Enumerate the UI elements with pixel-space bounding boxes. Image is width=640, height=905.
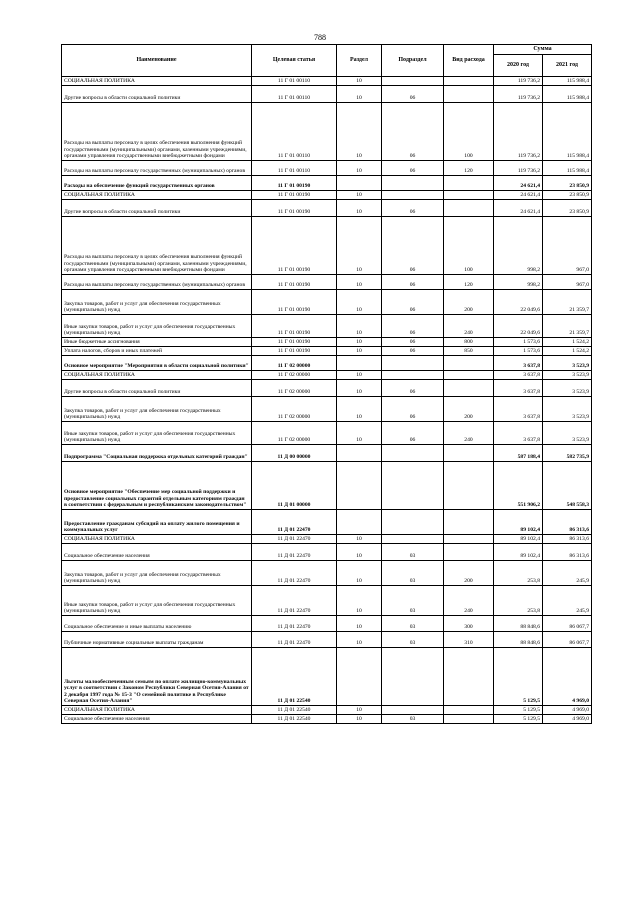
cell-name: Публичные нормативные социальные выплаты гражданам [62,632,252,648]
cell-target: 11 Г 01 00110 [252,77,337,86]
cell-v2: 4 969,0 [543,706,592,715]
cell-sub [382,706,444,715]
cell-sub: 03 [382,561,444,586]
cell-section: 10 [337,200,382,217]
cell-target: 11 Д 01 22470 [252,510,337,535]
table-row [62,616,592,632]
cell-section: 10 [337,544,382,561]
cell-type: 200 [444,397,494,422]
cell-type: 850 [444,347,494,356]
table-row [62,161,592,176]
cell-name: Иные закупки товаров, работ и услуг для обеспечения государственных (муниципальных) нужд [62,422,252,445]
table-row [62,217,592,275]
table-body [62,77,592,724]
cell-type [444,380,494,397]
table-row [62,103,592,161]
cell-name: Расходы на выплаты персоналу в целях обеспечения выполнения функций государственными (муниципальными) органами, казенными учреждениями, органами управления государственными внебюджетными фондами [62,217,252,275]
cell-v1: 3 637,8 [494,380,543,397]
cell-v1: 3 637,8 [494,371,543,380]
cell-section: 10 [337,535,382,544]
cell-type [444,200,494,217]
cell-v1: 89 102,4 [494,510,543,535]
cell-type: 300 [444,616,494,632]
cell-name: Расходы на выплаты персоналу государственных (муниципальных) органов [62,161,252,176]
cell-sub: 06 [382,347,444,356]
cell-target: 11 Г 02 00000 [252,422,337,445]
cell-type [444,648,494,706]
cell-sub: 06 [382,380,444,397]
cell-v2: 3 523,9 [543,371,592,380]
cell-type: 200 [444,290,494,315]
cell-v1: 119 736,2 [494,161,543,176]
cell-name: Закупка товаров, работ и услуг для обеспечения государственных (муниципальных) нужд [62,290,252,315]
cell-name: Другие вопросы в области социальной политики [62,86,252,103]
cell-section [337,356,382,371]
table-row [62,632,592,648]
cell-name: СОЦИАЛЬНАЯ ПОЛИТИКА [62,371,252,380]
cell-sub: 06 [382,290,444,315]
cell-target: 11 Г 01 00190 [252,176,337,191]
cell-section: 10 [337,632,382,648]
cell-section: 10 [337,347,382,356]
cell-section: 10 [337,397,382,422]
cell-v2: 21 359,7 [543,290,592,315]
header-name: Наименование [62,45,252,77]
cell-v2: 115 988,4 [543,103,592,161]
cell-target: 11 Г 01 00190 [252,338,337,347]
cell-type [444,535,494,544]
cell-sub: 06 [382,275,444,290]
cell-target: 11 Д 01 22540 [252,706,337,715]
cell-sub: 06 [382,315,444,338]
cell-name: Иные бюджетные ассигнования [62,338,252,347]
cell-v1: 119 736,2 [494,86,543,103]
cell-type: 240 [444,586,494,616]
cell-type [444,706,494,715]
cell-sub [382,176,444,191]
header-section: Раздел [337,45,382,77]
cell-v2: 86 067,7 [543,632,592,648]
cell-type [444,371,494,380]
cell-v1: 88 848,6 [494,616,543,632]
cell-v2: 115 988,4 [543,161,592,176]
cell-v1: 3 637,8 [494,397,543,422]
cell-sub [382,535,444,544]
cell-name: Основное мероприятие "Обеспечение мер социальной поддержки и предоставление социальных гарантий отдельным категориям граждан в соответствии с федеральным и республиканским законодательством" [62,462,252,510]
cell-target: 11 Д 01 22470 [252,632,337,648]
cell-target: 11 Г 02 00000 [252,380,337,397]
cell-target: 11 Д 01 22470 [252,544,337,561]
cell-v2: 115 988,4 [543,77,592,86]
cell-type [444,445,494,462]
header-year-2020: 2020 год [494,55,543,77]
cell-type: 120 [444,275,494,290]
header-year-2021: 2021 год [543,55,592,77]
table-row [62,371,592,380]
cell-target: 11 Г 01 00190 [252,290,337,315]
cell-section [337,648,382,706]
cell-name: Предоставление гражданам субсидий на оплату жилого помещения и коммунальных услуг [62,510,252,535]
cell-name: Расходы на выплаты персоналу в целях обеспечения выполнения функций государственными (муниципальными) органами, казенными учреждениями, органами управления государственными внебюджетными фондами [62,103,252,161]
cell-section [337,445,382,462]
cell-v1: 5 129,5 [494,648,543,706]
table-row [62,445,592,462]
cell-section: 10 [337,706,382,715]
cell-target: 11 Д 01 22540 [252,715,337,724]
cell-name: Закупка товаров, работ и услуг для обеспечения государственных (муниципальных) нужд [62,561,252,586]
cell-sub [382,356,444,371]
table-row [62,200,592,217]
cell-section: 10 [337,422,382,445]
cell-type: 200 [444,561,494,586]
cell-sub: 06 [382,103,444,161]
cell-v1: 998,2 [494,217,543,275]
cell-sub [382,77,444,86]
cell-v1: 22 049,6 [494,315,543,338]
table-row [62,77,592,86]
cell-section: 10 [337,86,382,103]
cell-section: 10 [337,161,382,176]
cell-type: 310 [444,632,494,648]
cell-sub [382,510,444,535]
cell-v1: 1 573,6 [494,347,543,356]
cell-v1: 119 736,2 [494,103,543,161]
cell-v2: 3 523,9 [543,397,592,422]
cell-v2: 23 850,9 [543,200,592,217]
cell-target: 11 Д 00 00000 [252,445,337,462]
cell-name: Расходы на выплаты персоналу государственных (муниципальных) органов [62,275,252,290]
table-row [62,86,592,103]
cell-v1: 3 637,8 [494,422,543,445]
cell-name: Уплата налогов, сборов и иных платежей [62,347,252,356]
table-row [62,422,592,445]
cell-section: 10 [337,315,382,338]
cell-v1: 89 102,4 [494,535,543,544]
header-subsection: Подраздел [382,45,444,77]
cell-target: 11 Д 01 22540 [252,648,337,706]
cell-section: 10 [337,586,382,616]
cell-type [444,715,494,724]
cell-target: 11 Д 01 22470 [252,586,337,616]
cell-v2: 245,9 [543,586,592,616]
cell-v2: 4 969,0 [543,648,592,706]
cell-type [444,77,494,86]
cell-v1: 119 736,2 [494,77,543,86]
cell-type: 240 [444,422,494,445]
table-row [62,356,592,371]
cell-section [337,176,382,191]
page-number: 788 [314,33,326,42]
cell-sub: 03 [382,715,444,724]
cell-target: 11 Г 01 00110 [252,103,337,161]
cell-v2: 3 523,9 [543,380,592,397]
cell-v2: 967,0 [543,275,592,290]
cell-type: 100 [444,217,494,275]
cell-name: СОЦИАЛЬНАЯ ПОЛИТИКА [62,535,252,544]
table-row [62,510,592,535]
cell-v1: 88 848,6 [494,632,543,648]
cell-type: 240 [444,315,494,338]
cell-name: Социальное обеспечение населения [62,544,252,561]
cell-sub: 06 [382,217,444,275]
cell-name: Расходы на обеспечение функций государственных органов [62,176,252,191]
cell-name: Льготы малообеспеченным семьям по оплате жилищно-коммунальных услуг в соответствии с Законом Республики Северная Осетия-Алания от 2 декабря 1997 года № 15-З "О семейной политике в Республике Северная Осетия-Алания" [62,648,252,706]
cell-name: Социальное обеспечение населения [62,715,252,724]
cell-target: 11 Г 02 00000 [252,371,337,380]
cell-target: 11 Г 01 00190 [252,275,337,290]
header-expense-type: Вид расхода [444,45,494,77]
cell-v1: 253,8 [494,586,543,616]
table-row [62,586,592,616]
cell-name: СОЦИАЛЬНАЯ ПОЛИТИКА [62,191,252,200]
cell-section: 10 [337,371,382,380]
cell-target: 11 Г 02 00000 [252,356,337,371]
cell-v2: 3 523,9 [543,422,592,445]
table-row [62,715,592,724]
cell-target: 11 Г 01 00190 [252,200,337,217]
cell-type [444,462,494,510]
budget-table [61,44,592,724]
cell-v2: 548 558,3 [543,462,592,510]
cell-name: Другие вопросы в области социальной политики [62,380,252,397]
table-row [62,544,592,561]
cell-target: 11 Г 01 00190 [252,347,337,356]
cell-target: 11 Г 01 00110 [252,161,337,176]
cell-target: 11 Г 01 00190 [252,315,337,338]
cell-v1: 5 129,5 [494,715,543,724]
cell-sub: 06 [382,422,444,445]
cell-v2: 23 850,9 [543,176,592,191]
cell-v2: 86 067,7 [543,616,592,632]
cell-v2: 86 313,6 [543,544,592,561]
cell-target: 11 Д 01 22470 [252,535,337,544]
cell-name: СОЦИАЛЬНАЯ ПОЛИТИКА [62,706,252,715]
table-row [62,397,592,422]
cell-section: 10 [337,275,382,290]
cell-section [337,462,382,510]
cell-type: 800 [444,338,494,347]
cell-v2: 86 313,6 [543,510,592,535]
cell-sub: 03 [382,632,444,648]
cell-v1: 551 906,2 [494,462,543,510]
cell-sub: 06 [382,200,444,217]
cell-v2: 967,0 [543,217,592,275]
cell-sub: 06 [382,86,444,103]
cell-v1: 89 102,4 [494,544,543,561]
cell-target: 11 Д 01 22470 [252,561,337,586]
cell-section: 10 [337,561,382,586]
cell-sub: 03 [382,544,444,561]
cell-v1: 253,8 [494,561,543,586]
table-row [62,275,592,290]
cell-v1: 22 049,6 [494,290,543,315]
header-target: Целевая статья [252,45,337,77]
cell-v2: 582 735,9 [543,445,592,462]
table-row [62,290,592,315]
cell-sub [382,648,444,706]
cell-target: 11 Г 01 00190 [252,191,337,200]
cell-v1: 1 573,6 [494,338,543,347]
cell-sub: 03 [382,616,444,632]
table-row [62,535,592,544]
table-row [62,380,592,397]
cell-v2: 23 850,9 [543,191,592,200]
cell-v1: 998,2 [494,275,543,290]
table-row [62,462,592,510]
cell-v1: 24 621,4 [494,200,543,217]
cell-v2: 86 313,6 [543,535,592,544]
table-row [62,176,592,191]
table-row [62,347,592,356]
table-row [62,191,592,200]
cell-name: СОЦИАЛЬНАЯ ПОЛИТИКА [62,77,252,86]
cell-v2: 1 524,2 [543,347,592,356]
cell-target: 11 Г 02 00000 [252,397,337,422]
cell-name: Другие вопросы в области социальной политики [62,200,252,217]
cell-v1: 24 621,4 [494,191,543,200]
cell-type [444,176,494,191]
cell-v1: 3 637,8 [494,356,543,371]
cell-name: Закупка товаров, работ и услуг для обеспечения государственных (муниципальных) нужд [62,397,252,422]
cell-target: 11 Д 01 00000 [252,462,337,510]
cell-v2: 3 523,9 [543,356,592,371]
cell-section [337,510,382,535]
cell-section: 10 [337,103,382,161]
cell-type [444,356,494,371]
cell-v2: 245,9 [543,561,592,586]
cell-section: 10 [337,217,382,275]
cell-section: 10 [337,290,382,315]
cell-section: 10 [337,191,382,200]
table-row [62,315,592,338]
cell-v1: 5 129,5 [494,706,543,715]
cell-v2: 115 988,4 [543,86,592,103]
cell-name: Иные закупки товаров, работ и услуг для обеспечения государственных (муниципальных) нужд [62,586,252,616]
cell-section: 10 [337,616,382,632]
table-row [62,648,592,706]
cell-v2: 1 524,2 [543,338,592,347]
cell-section: 10 [337,380,382,397]
cell-name: Иные закупки товаров, работ и услуг для обеспечения государственных (муниципальных) нужд [62,315,252,338]
cell-type: 100 [444,103,494,161]
cell-sub [382,462,444,510]
cell-type [444,510,494,535]
cell-name: Социальное обеспечение и иные выплаты населению [62,616,252,632]
cell-name: Подпрограмма "Социальная поддержка отдельных категорий граждан" [62,445,252,462]
cell-target: 11 Г 01 00190 [252,217,337,275]
cell-v2: 4 969,0 [543,715,592,724]
cell-section: 10 [337,77,382,86]
cell-v2: 21 359,7 [543,315,592,338]
cell-sub: 06 [382,397,444,422]
cell-sub [382,191,444,200]
table-row [62,561,592,586]
cell-v1: 24 621,4 [494,176,543,191]
table-row [62,338,592,347]
cell-target: 11 Д 01 22470 [252,616,337,632]
header-sum: Сумма [494,45,592,55]
cell-sub: 06 [382,338,444,347]
cell-sub [382,371,444,380]
cell-type: 120 [444,161,494,176]
cell-sub: 03 [382,586,444,616]
cell-name: Основное мероприятие "Мероприятия в области социальной политики" [62,356,252,371]
table-row [62,706,592,715]
cell-v1: 587 188,4 [494,445,543,462]
cell-type [444,544,494,561]
cell-section: 10 [337,715,382,724]
cell-sub [382,445,444,462]
cell-sub: 06 [382,161,444,176]
cell-section: 10 [337,338,382,347]
cell-type [444,86,494,103]
cell-type [444,191,494,200]
cell-target: 11 Г 01 00110 [252,86,337,103]
